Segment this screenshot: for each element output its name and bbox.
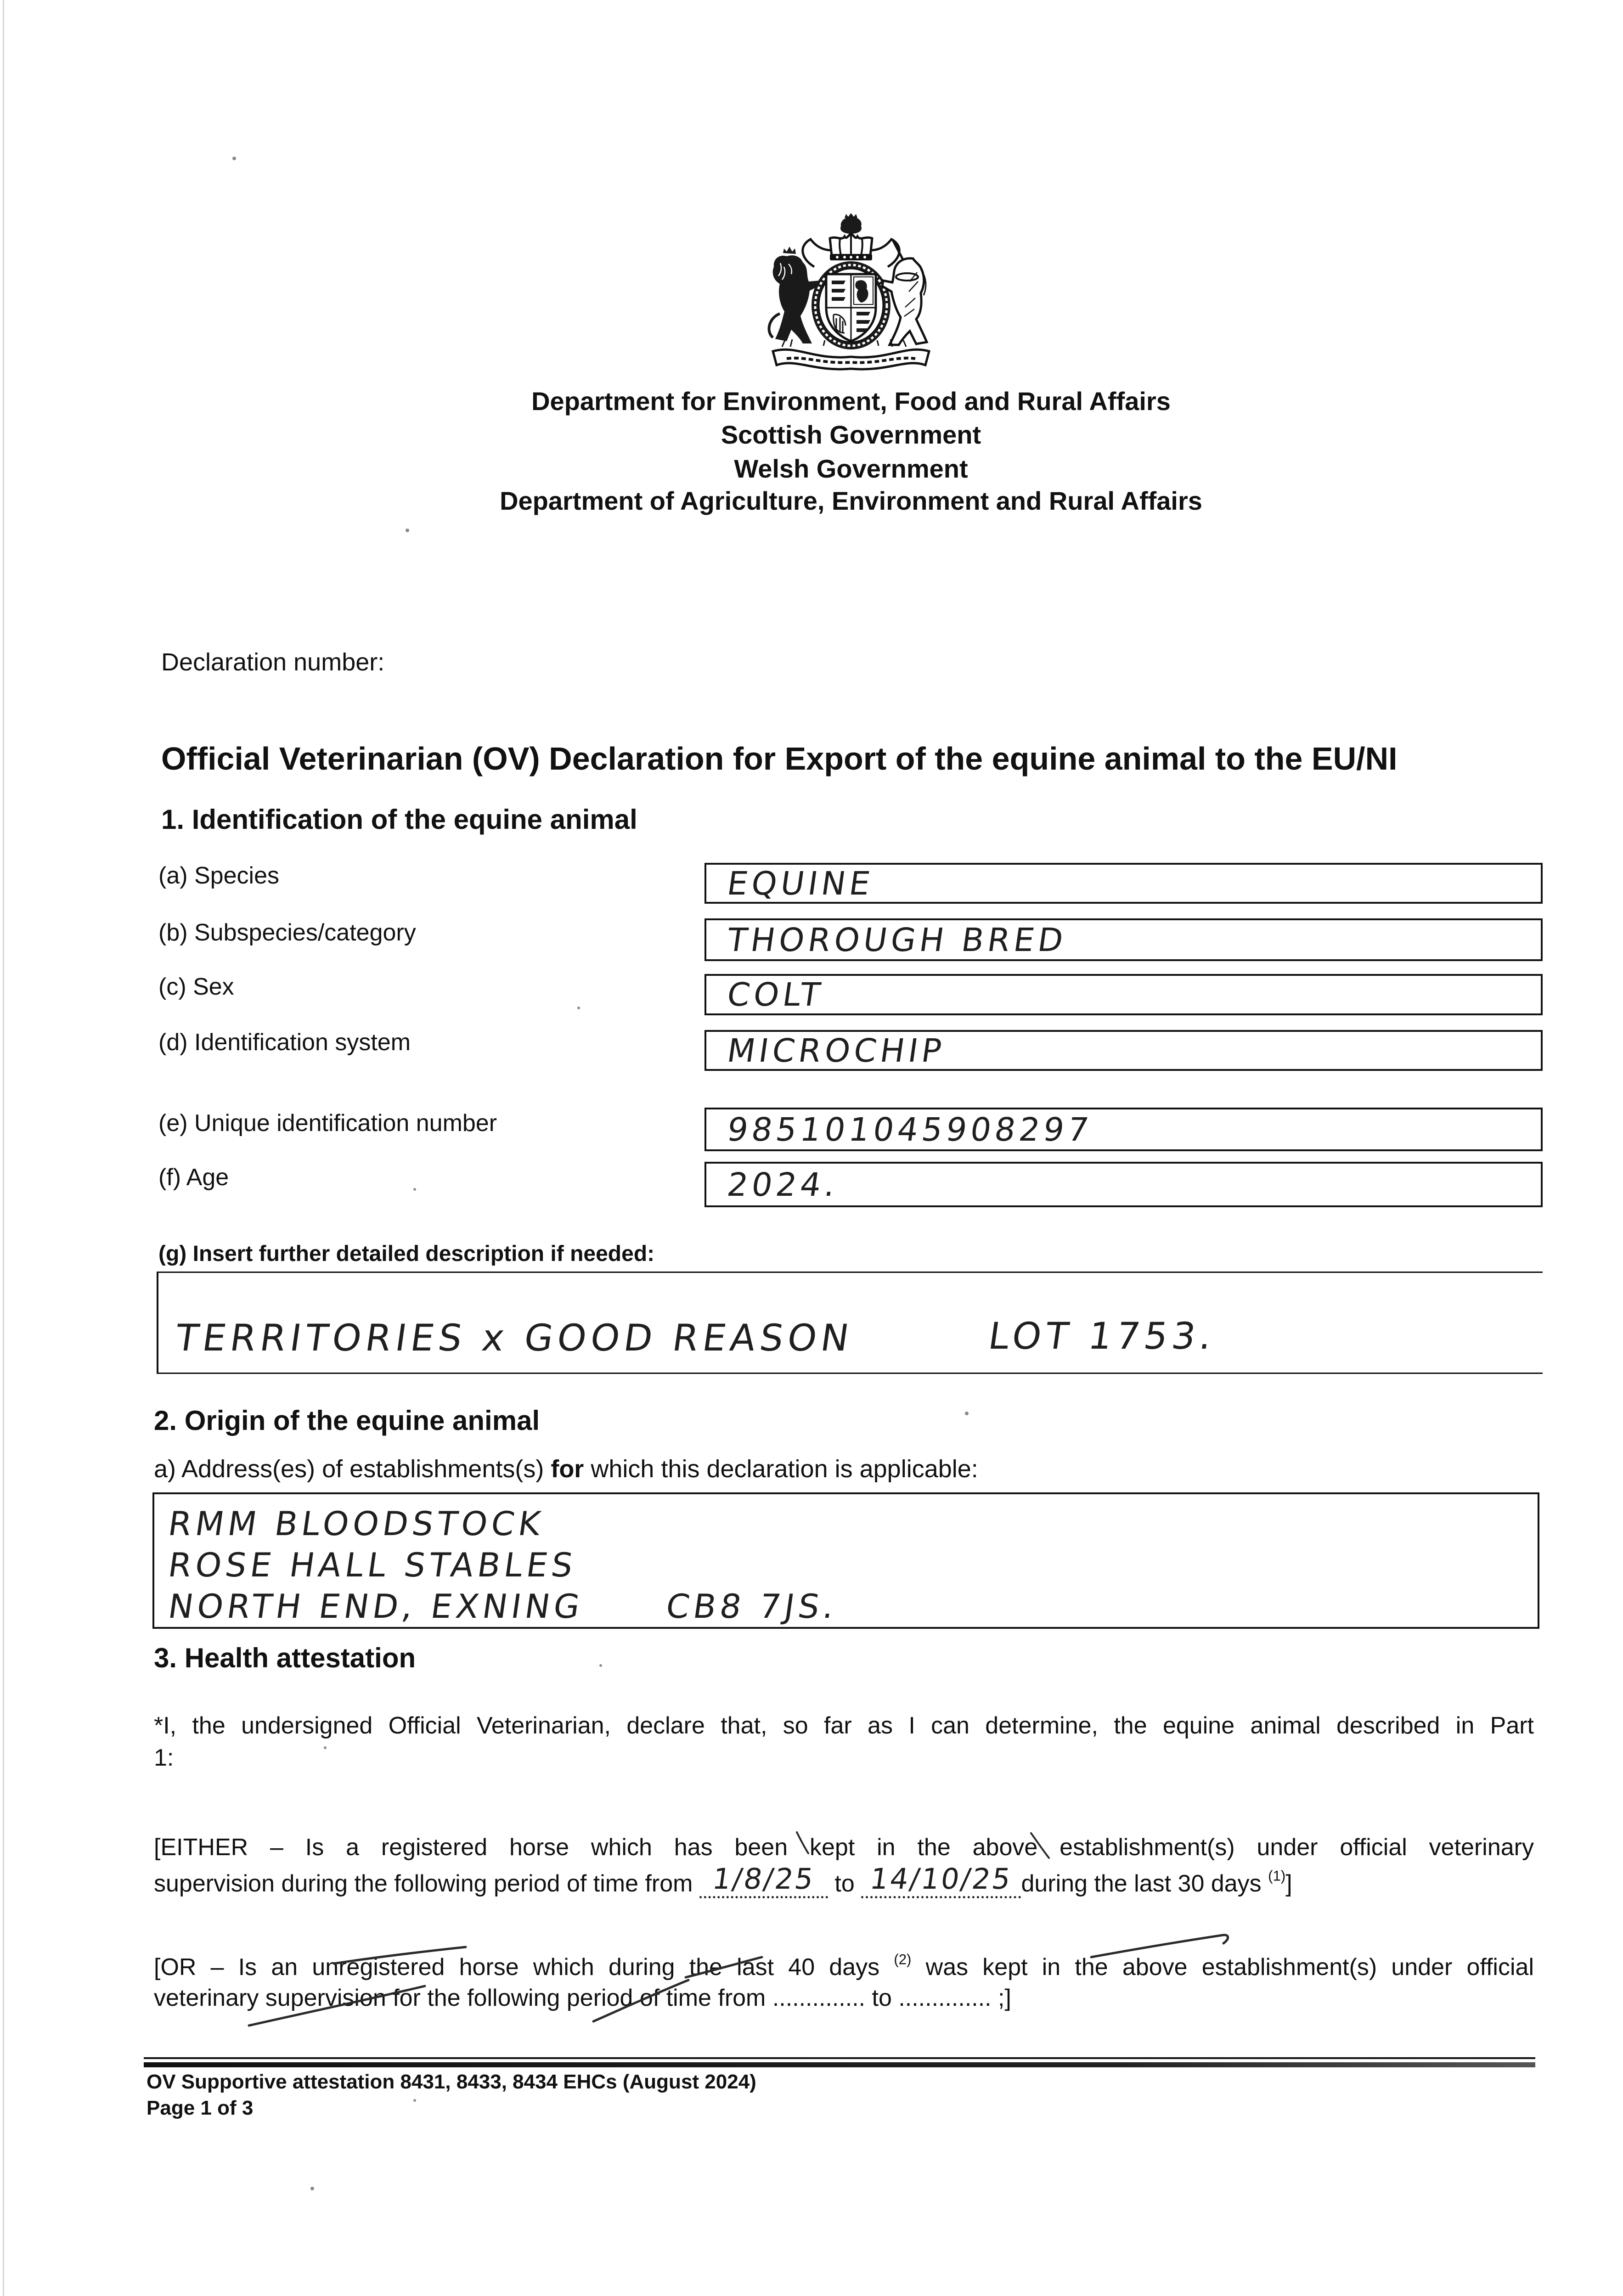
section-1-heading: 1. Identification of the equine animal [161, 804, 637, 835]
species-field [704, 863, 1543, 904]
crest-lion [769, 247, 820, 343]
department-line-4: Department of Agriculture, Environment and Rural Affairs [500, 486, 1202, 515]
unique-id-field [704, 1108, 1543, 1151]
footnote-1-marker: (1) [1268, 1868, 1286, 1884]
document-title: Official Veterinarian (OV) Declaration for Export of the equine animal to the EU/NI [161, 741, 1398, 777]
sex-field [704, 974, 1543, 1015]
identification-system-value: MICROCHIP [725, 1031, 948, 1069]
department-line-3: Welsh Government [734, 454, 968, 483]
age-field [704, 1162, 1543, 1207]
declaration-number-label: Declaration number: [161, 648, 385, 676]
crest-unicorn [882, 239, 927, 345]
address-line-1: RMM BLOODSTOCK [166, 1504, 547, 1543]
scan-edge [3, 0, 4, 2296]
subspecies-label: (b) Subspecies/category [158, 919, 416, 946]
date-from-value: 1/8/25 [710, 1862, 817, 1896]
royal-coat-of-arms-logo [755, 213, 947, 373]
department-line-1: Department for Environment, Food and Rural Affairs [531, 387, 1171, 416]
either-close-bracket: ] [1285, 1870, 1292, 1897]
or-clause-line-1 [154, 1951, 1534, 1981]
either-to-text: to [834, 1870, 855, 1897]
address-line-2: ROSE HALL STABLES [166, 1546, 580, 1584]
or-clause-end: was kept in the above establishment(s) under official [925, 1954, 1534, 1981]
crest-motto-ribbon [773, 349, 929, 369]
sex-label: (c) Sex [158, 974, 234, 1000]
address-label-bold: for [551, 1455, 584, 1483]
footer-rule-thin [144, 2057, 1535, 2059]
section-3-heading: 3. Health attestation [154, 1643, 416, 1673]
age-label: (f) Age [158, 1164, 229, 1191]
identification-system-field [704, 1030, 1543, 1071]
either-days-text: during the last 30 days [1021, 1870, 1262, 1897]
date-to-field [861, 1862, 1021, 1898]
footnote-2-marker: (2) [894, 1951, 912, 1968]
description-label: (g) Insert further detailed description if needed: [158, 1242, 655, 1266]
unique-id-value: 985101045908297 [725, 1110, 1095, 1148]
subspecies-field [704, 918, 1543, 961]
or-clause-line-2: veterinary supervision for the following period of time from .............. to .............. ;] [154, 1985, 1011, 2011]
either-clause-line-1: [EITHER – Is a registered horse which has been kept in the above establishment(s) under official veterinary [154, 1834, 1534, 1861]
crest-crown [830, 234, 872, 260]
description-value: TERRITORIES x GOOD REASON [173, 1317, 856, 1359]
footer-attestation: OV Supportive attestation 8431, 8433, 8434 EHCs (August 2024) [147, 2071, 756, 2093]
footer-rule-thick [144, 2062, 1535, 2067]
address-label-end: which this declaration is applicable: [591, 1455, 978, 1483]
identification-system-label: (d) Identification system [158, 1029, 411, 1056]
either-clause-line-2 [154, 1862, 1534, 1898]
lot-number-value: LOT 1753. [986, 1315, 1219, 1357]
date-to-value: 14/10/25 [868, 1862, 1014, 1896]
species-value: EQUINE [725, 864, 876, 902]
department-line-2: Scottish Government [721, 420, 981, 449]
subspecies-value: THOROUGH BRED [725, 921, 1070, 959]
either-period-text: supervision during the following period of time from [154, 1870, 693, 1897]
species-label: (a) Species [158, 862, 279, 889]
address-postcode: CB8 7JS. [664, 1587, 841, 1626]
footer-page-number: Page 1 of 3 [147, 2097, 254, 2119]
or-clause-start: [OR – Is an unregistered horse which during the last 40 days [154, 1954, 880, 1981]
section-2-heading: 2. Origin of the equine animal [154, 1405, 540, 1436]
attestation-intro-line-2: 1: [154, 1745, 174, 1771]
age-value: 2024. [725, 1165, 842, 1204]
date-from-field [699, 1862, 828, 1898]
crest-lion-crest [840, 213, 862, 234]
sex-value: COLT [725, 976, 827, 1013]
address-label [154, 1457, 1052, 1481]
address-label-start: a) Address(es) of establishments(s) [154, 1455, 544, 1483]
unique-id-label: (e) Unique identification number [158, 1110, 497, 1137]
address-line-3: NORTH END, EXNING [166, 1587, 586, 1626]
attestation-intro-line-1: *I, the undersigned Official Veterinarian, declare that, so far as I can determine, the equine animal described in Part [154, 1712, 1534, 1739]
